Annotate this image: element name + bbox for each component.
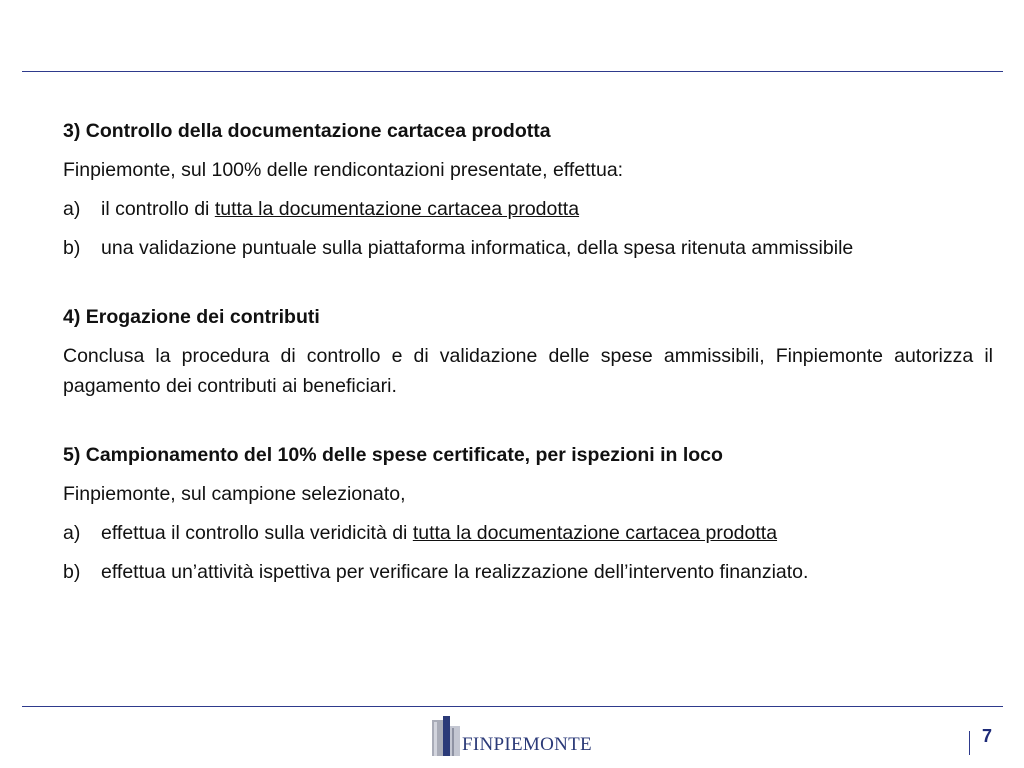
underlined-text: tutta la documentazione cartacea prodotta xyxy=(214,198,580,220)
list-item-text-part: effettua il controllo sulla veridicità di xyxy=(101,522,413,544)
section-5-intro: Finpiemonte, sul campione selezionato, xyxy=(63,483,406,505)
page-number-separator xyxy=(969,731,970,755)
section-4-body: Conclusa la procedura di controllo e di validazione delle spese ammissibili, Finpiemonte autorizza il pagamento dei contributi ai beneficiari. xyxy=(63,345,993,397)
section-3-intro: Finpiemonte, sul 100% delle rendicontazioni presentate, effettua: xyxy=(63,159,624,181)
bottom-divider xyxy=(22,706,1003,707)
building-icon xyxy=(432,716,460,756)
list-marker: a) xyxy=(63,198,81,220)
list-item xyxy=(63,233,993,263)
list-item-text xyxy=(101,194,993,224)
spacer xyxy=(63,272,993,302)
list-marker: b) xyxy=(63,561,81,583)
section-4-heading: 4) Erogazione dei contributi xyxy=(63,306,320,328)
list-item-text-part: il controllo di xyxy=(101,198,215,220)
list-item-text: effettua un’attività ispettiva per verificare la realizzazione dell’intervento finanziato. xyxy=(101,561,809,583)
top-divider xyxy=(22,71,1003,72)
spacer xyxy=(63,410,993,440)
list-item-text: una validazione puntuale sulla piattaforma informatica, della spesa ritenuta ammissibile xyxy=(101,237,854,259)
slide-content xyxy=(63,116,993,596)
underlined-text: tutta la documentazione cartacea prodotta xyxy=(412,522,778,544)
list-marker: b) xyxy=(63,237,81,259)
list-item xyxy=(63,518,993,548)
list-item-text xyxy=(101,518,993,548)
list-item xyxy=(63,194,993,224)
logo-text: FINPIEMONTE xyxy=(462,734,592,755)
finpiemonte-logo xyxy=(432,716,592,756)
page-number: 7 xyxy=(982,726,993,746)
list-marker: a) xyxy=(63,522,81,544)
list-item xyxy=(63,557,993,587)
section-5-heading: 5) Campionamento del 10% delle spese certificate, per ispezioni in loco xyxy=(63,444,723,466)
section-3-heading: 3) Controllo della documentazione cartacea prodotta xyxy=(63,120,551,142)
